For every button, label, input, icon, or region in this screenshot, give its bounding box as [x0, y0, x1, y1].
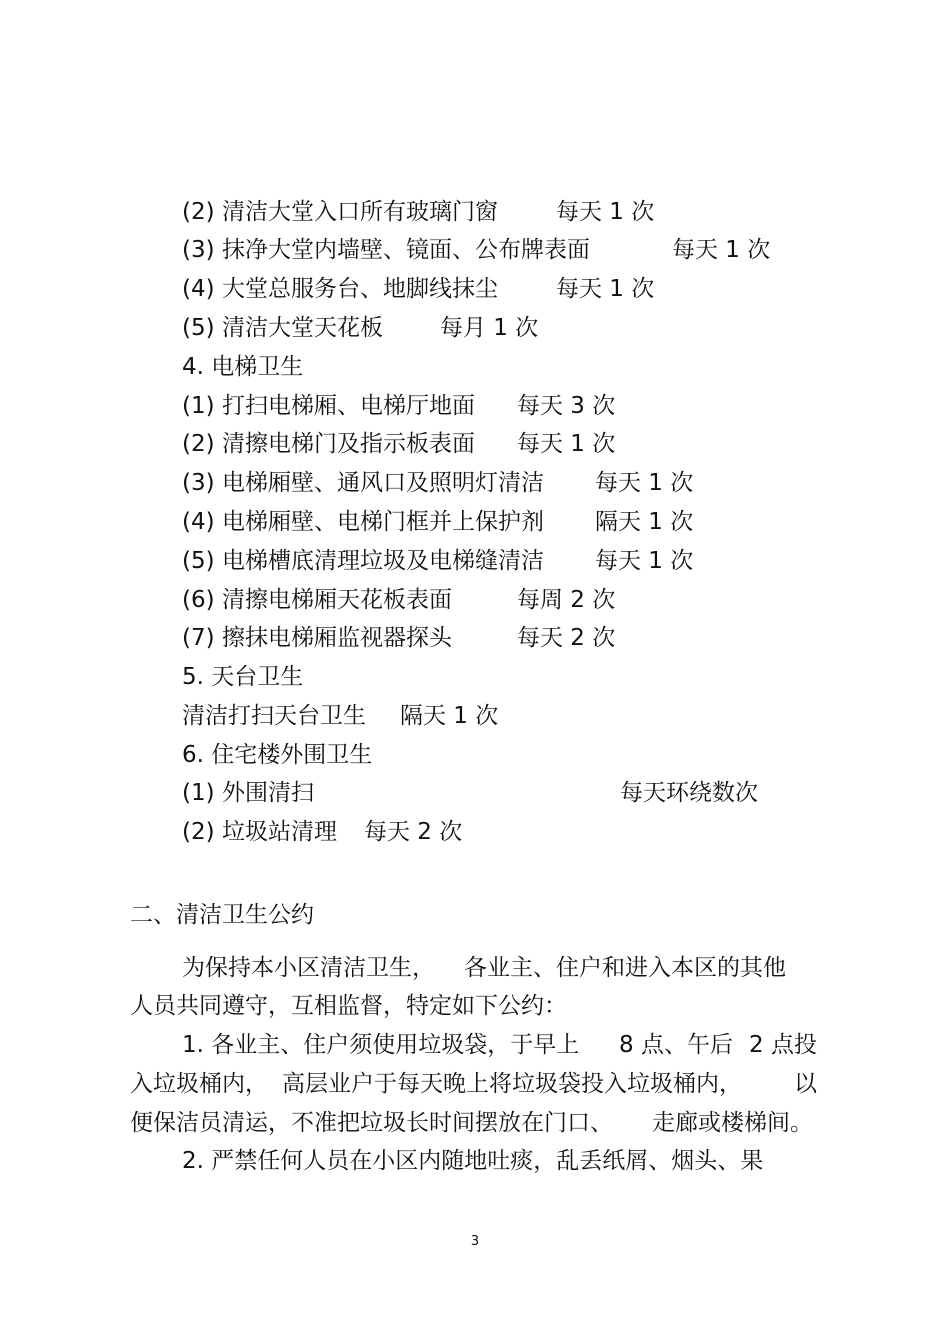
item-task: 清洁大堂入口所有玻璃门窗	[222, 199, 498, 225]
item-task: 电梯厢壁、电梯门框并上保护剂	[222, 509, 544, 535]
item-number: (1)	[182, 780, 215, 806]
text-segment: 2 点投	[749, 1032, 817, 1058]
item-frequency: 每天 1 次	[556, 199, 655, 225]
item-number: (4)	[182, 276, 215, 302]
text-segment: 1. 各业主、住户须使用垃圾袋，于早上	[182, 1032, 580, 1058]
item-task: 电梯槽底清理垃圾及电梯缝清洁	[222, 548, 544, 574]
section-heading-elevator: 4. 电梯卫生	[182, 354, 304, 380]
item-number: (3)	[182, 470, 215, 496]
item-number: (3)	[182, 237, 215, 263]
item-number: (2)	[182, 199, 215, 225]
page-number: 3	[470, 1234, 480, 1249]
item-number: (1)	[182, 393, 215, 419]
item-task: 外围清扫	[222, 780, 314, 806]
item-number: (5)	[182, 548, 215, 574]
item-task: 清擦电梯门及指示板表面	[222, 431, 475, 457]
text-segment: 高层业户于每天晚上将垃圾袋投入垃圾桶内，	[282, 1071, 742, 1097]
item-frequency: 每天 2 次	[517, 625, 616, 651]
text-segment: 便保洁员清运，不准把垃圾长时间摆放在门口、	[130, 1110, 613, 1136]
item-number: (7)	[182, 625, 215, 651]
item-task: 擦抹电梯厢监视器探头	[222, 625, 452, 651]
item-frequency: 隔天 1 次	[595, 509, 694, 535]
text-segment: 入垃圾桶内，	[130, 1071, 268, 1097]
item-frequency: 每天 1 次	[595, 548, 694, 574]
text-segment: 各业主、住户和进入本区的其他	[464, 955, 786, 981]
item-number: (5)	[182, 315, 215, 341]
item-task: 清擦电梯厢天花板表面	[222, 587, 452, 613]
paragraph-line: 人员共同遵守，互相监督，特定如下公约：	[130, 993, 567, 1019]
section-heading-rooftop: 5. 天台卫生	[182, 664, 304, 690]
item-frequency: 每月 1 次	[440, 315, 539, 341]
item-task: 清洁打扫天台卫生	[182, 703, 366, 729]
item-task: 垃圾站清理	[222, 819, 337, 845]
item-task: 抹净大堂内墙壁、镜面、公布牌表面	[222, 237, 590, 263]
item-frequency: 每周 2 次	[517, 587, 616, 613]
item-frequency: 每天 1 次	[595, 470, 694, 496]
item-frequency: 隔天 1 次	[400, 703, 499, 729]
item-frequency: 每天 3 次	[517, 393, 616, 419]
text-segment: 为保持本小区清洁卫生，	[182, 955, 435, 981]
section-heading-perimeter: 6. 住宅楼外围卫生	[182, 742, 373, 768]
item-number: (6)	[182, 587, 215, 613]
item-frequency: 每天 1 次	[672, 237, 771, 263]
item-number: (2)	[182, 819, 215, 845]
item-task: 大堂总服务台、地脚线抹尘	[222, 276, 498, 302]
item-task: 电梯厢壁、通风口及照明灯清洁	[222, 470, 544, 496]
item-task: 清洁大堂天花板	[222, 315, 383, 341]
paragraph-line: 2. 严禁任何人员在小区内随地吐痰，乱丢纸屑、烟头、果	[182, 1148, 764, 1174]
section-heading-convention: 二、清洁卫生公约	[130, 902, 314, 928]
item-frequency: 每天环绕数次	[620, 780, 758, 806]
item-frequency: 每天 1 次	[556, 276, 655, 302]
item-frequency: 每天 2 次	[364, 819, 463, 845]
text-segment: 以	[794, 1071, 817, 1097]
text-segment: 走廊或楼梯间。	[652, 1110, 813, 1136]
item-frequency: 每天 1 次	[517, 431, 616, 457]
item-number: (4)	[182, 509, 215, 535]
text-segment: 8 点、午后	[619, 1032, 733, 1058]
item-task: 打扫电梯厢、电梯厅地面	[222, 393, 475, 419]
item-number: (2)	[182, 431, 215, 457]
